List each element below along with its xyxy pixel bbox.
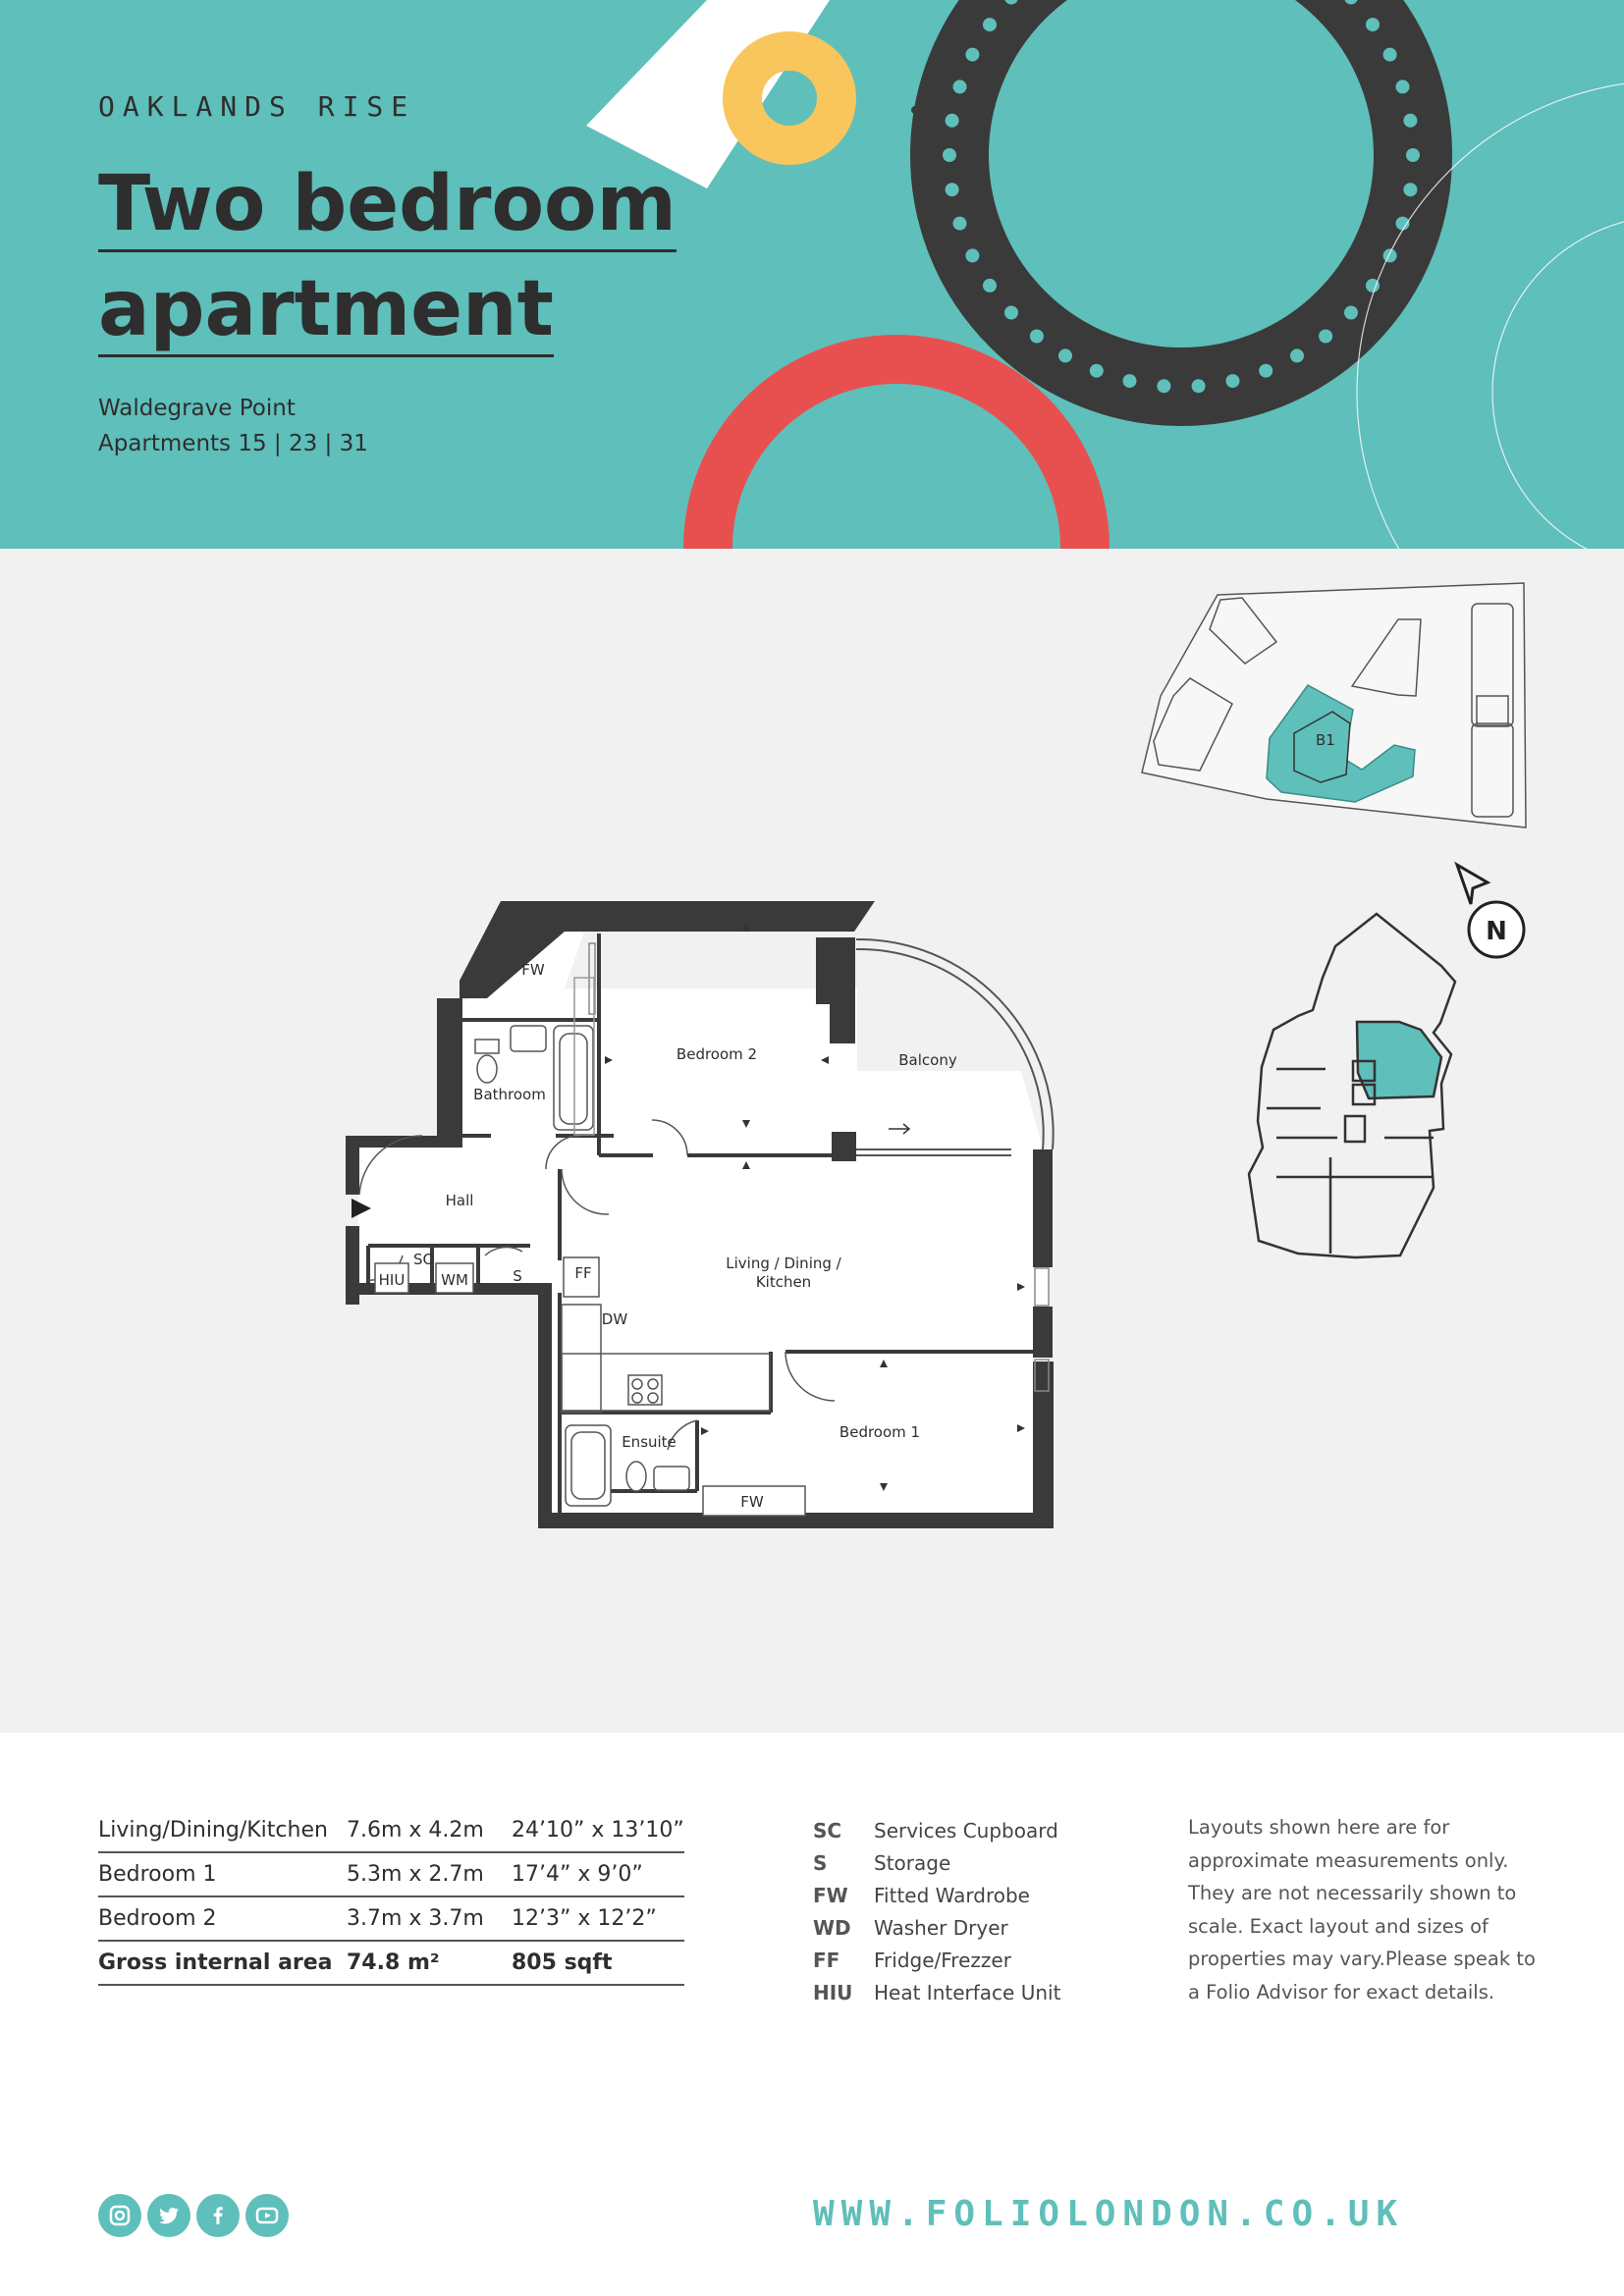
ring-dot: [1403, 114, 1417, 128]
cell-room: Living/Dining/Kitchen: [98, 1809, 347, 1852]
cell-room: Bedroom 1: [98, 1852, 347, 1896]
cell-metric: 74.8 m²: [347, 1941, 512, 1985]
brand-name: OAKLANDS RISE: [98, 90, 416, 123]
facebook-icon[interactable]: [196, 2194, 240, 2237]
legend-abbreviation: S: [813, 1851, 828, 1875]
label-dw: DW: [601, 1310, 628, 1328]
cell-room: Bedroom 2: [98, 1896, 347, 1941]
room-dimensions-table: [98, 1809, 684, 1986]
ring-dot: [1004, 306, 1018, 320]
legend-item: [813, 1945, 1060, 1977]
cell-imperial: 805 sqft: [512, 1941, 684, 1985]
label-ff: FF: [574, 1264, 592, 1282]
legend-description: Fridge/Frezzer: [874, 1949, 1011, 1972]
disclaimer-note: Layouts shown here are for approximate measurements only. They are not necessarily shown to scale. Exact layout and sizes of properties may vary.Please speak to a Folio Advisor for exact details.: [1188, 1816, 1536, 2003]
social-links: [98, 2194, 289, 2237]
ring-dot: [1403, 183, 1417, 196]
ring-dot: [1030, 330, 1044, 344]
label-balcony: Balcony: [898, 1051, 957, 1069]
legend-description: Storage: [874, 1851, 951, 1875]
cell-imperial: 17’4” x 9’0”: [512, 1852, 684, 1896]
header-banner: [0, 0, 1624, 549]
label-living-1: Living / Dining /: [726, 1255, 841, 1272]
yellow-ring-shape: [742, 51, 837, 145]
ring-dot: [1226, 374, 1240, 388]
ring-dot: [1157, 379, 1170, 393]
legend-abbreviation: WD: [813, 1916, 851, 1940]
site-plan: [1142, 583, 1526, 828]
ring-dot: [953, 217, 967, 231]
cell-room: Gross internal area: [98, 1941, 347, 1985]
ring-dot: [1090, 364, 1104, 378]
legend-description: Heat Interface Unit: [874, 1981, 1061, 2004]
ring-dot: [1058, 348, 1072, 362]
ring-dot: [1406, 148, 1420, 162]
legend-abbreviation: HIU: [813, 1981, 853, 2004]
ring-dot: [953, 80, 967, 93]
ring-dot: [1123, 374, 1137, 388]
legend-item: [813, 1815, 1060, 1847]
abbreviation-legend: [813, 1815, 1060, 2009]
youtube-icon[interactable]: [245, 2194, 289, 2237]
footer: [0, 1733, 1624, 2296]
ring-dot: [965, 48, 979, 62]
dark-ring-shape: [949, 0, 1413, 387]
label-s: S: [513, 1267, 522, 1285]
subtitle: [98, 391, 368, 461]
ring-dot: [965, 248, 979, 262]
ring-dot: [946, 183, 959, 196]
legend-description: Services Cupboard: [874, 1819, 1058, 1842]
label-bedroom-2: Bedroom 2: [676, 1045, 758, 1063]
site-plan-label: B1: [1316, 731, 1335, 749]
ring-dot: [946, 114, 959, 128]
label-hall: Hall: [445, 1192, 474, 1209]
ring-dot: [1366, 18, 1380, 31]
north-label: N: [1486, 917, 1507, 946]
title-line-2: apartment: [98, 264, 554, 357]
key-plan: [1249, 914, 1455, 1257]
instagram-icon[interactable]: [98, 2194, 141, 2237]
legend-abbreviation: FF: [813, 1949, 840, 1972]
cell-imperial: 12’3” x 12’2”: [512, 1896, 684, 1941]
table-row: [98, 1809, 684, 1852]
cell-imperial: 24’10” x 13’10”: [512, 1809, 684, 1852]
legend-item: [813, 1847, 1060, 1880]
legend-item: [813, 1880, 1060, 1912]
ring-dot: [983, 279, 997, 293]
ring-dot: [943, 148, 956, 162]
label-wm: WM: [441, 1271, 468, 1289]
ring-dot: [1383, 248, 1397, 262]
legend-abbreviation: SC: [813, 1819, 842, 1842]
ring-dot: [1319, 330, 1332, 344]
apartment-numbers: Apartments 15 | 23 | 31: [98, 431, 368, 456]
ring-dot: [1290, 348, 1304, 362]
ring-dot: [1259, 364, 1272, 378]
label-ensuite: Ensuite: [622, 1433, 677, 1451]
ring-dot: [1344, 306, 1358, 320]
total-row: [98, 1941, 684, 1985]
red-ring-shape: [708, 359, 1085, 549]
label-fw-top: FW: [521, 961, 545, 979]
page-title: [98, 155, 677, 365]
legend-item: [813, 1912, 1060, 1945]
floor-plan-area: [0, 549, 1624, 1733]
label-bedroom-1: Bedroom 1: [839, 1423, 921, 1441]
building-name: Waldegrave Point: [98, 396, 296, 421]
website-link[interactable]: WWW.FOLIOLONDON.CO.UK: [813, 2194, 1405, 2234]
label-fw-bottom: FW: [740, 1493, 764, 1511]
label-sc: SC: [413, 1251, 433, 1268]
floor-plan: [0, 549, 1624, 1733]
legend-abbreviation: FW: [813, 1884, 848, 1907]
table-row: [98, 1896, 684, 1941]
label-bathroom: Bathroom: [473, 1086, 546, 1103]
title-line-1: Two bedroom: [98, 159, 677, 252]
cell-metric: 3.7m x 3.7m: [347, 1896, 512, 1941]
label-living-2: Kitchen: [755, 1273, 812, 1291]
table-row: [98, 1852, 684, 1896]
legend-description: Fitted Wardrobe: [874, 1884, 1030, 1907]
ring-dot: [1192, 379, 1206, 393]
legend-item: [813, 1977, 1060, 2009]
label-hiu: HIU: [378, 1271, 406, 1289]
twitter-icon[interactable]: [147, 2194, 190, 2237]
ring-dot: [1396, 80, 1410, 93]
cell-metric: 5.3m x 2.7m: [347, 1852, 512, 1896]
ring-dot: [1383, 48, 1397, 62]
ring-dot: [983, 18, 997, 31]
legend-description: Washer Dryer: [874, 1916, 1008, 1940]
cell-metric: 7.6m x 4.2m: [347, 1809, 512, 1852]
